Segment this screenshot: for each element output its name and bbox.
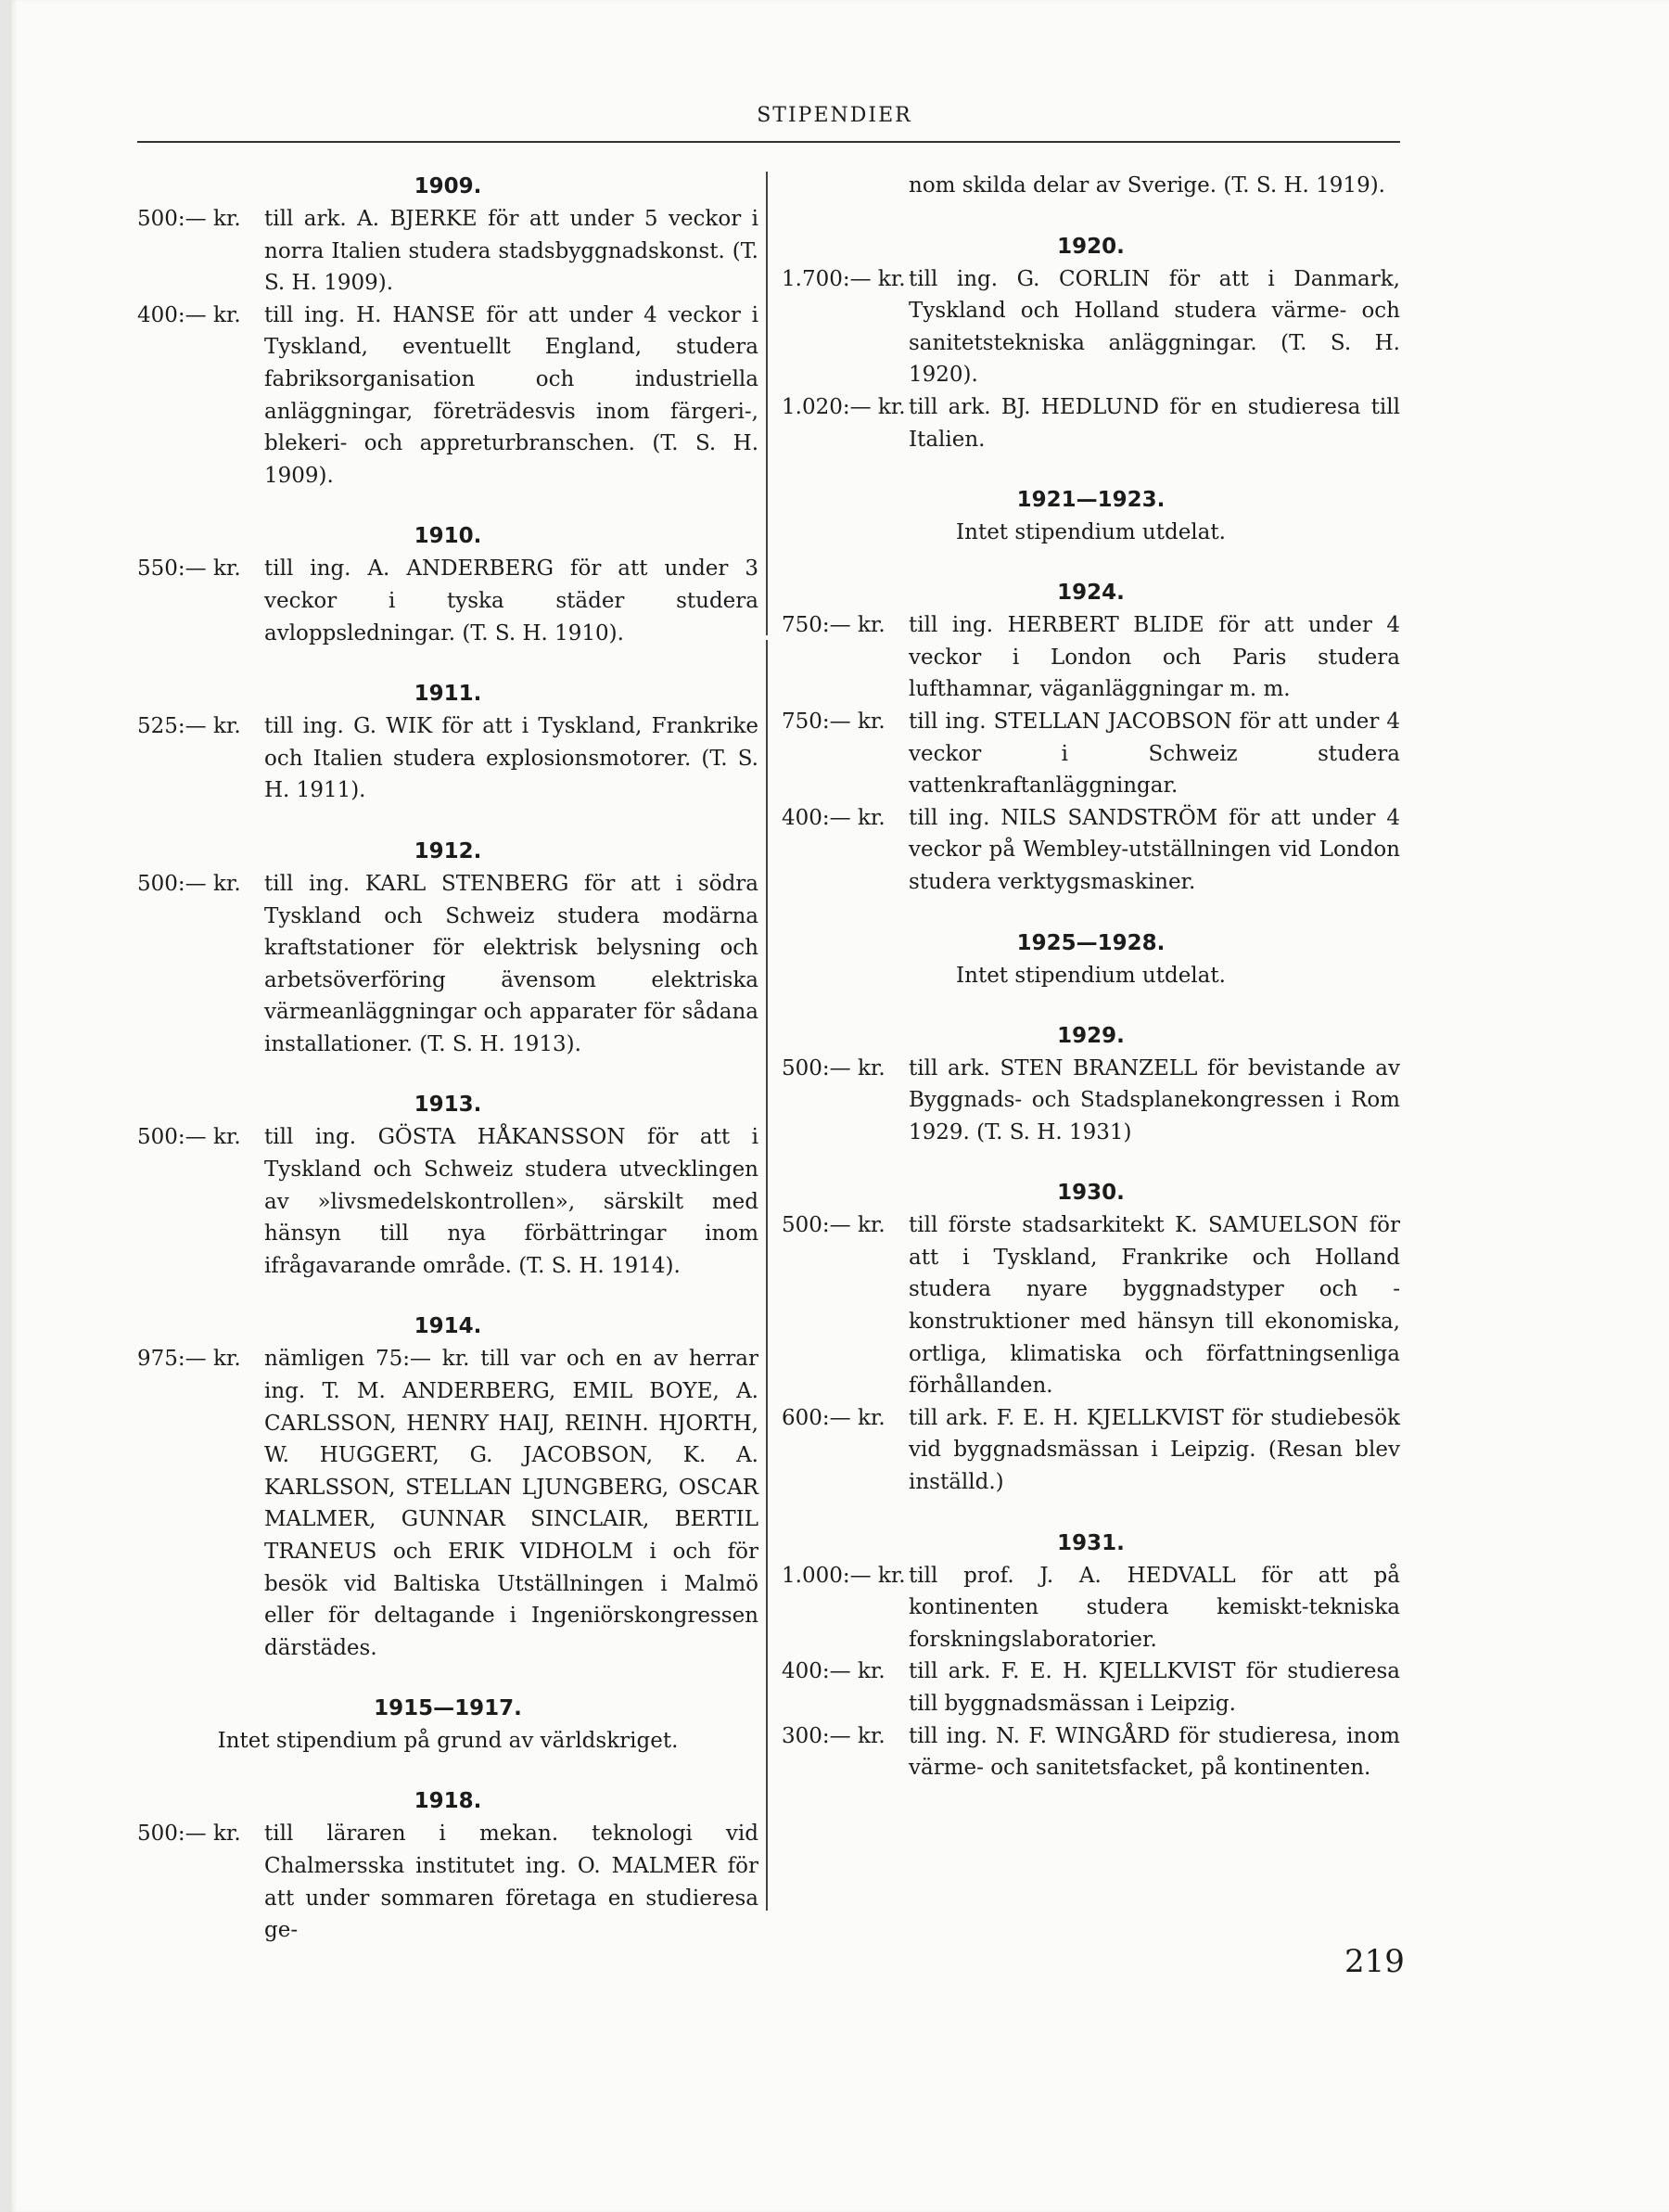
stipend-entry [782, 391, 1400, 455]
stipend-text: till ark. F. E. H. KJELLKVIST för studiebesök vid byggnadsmässan i Leipzig. (Resan blev inställd.) [909, 1405, 1400, 1495]
running-title: STIPENDIER [757, 104, 912, 127]
stipend-amount: 500:— kr. [782, 1213, 885, 1238]
stipend-entry [782, 1209, 1400, 1402]
continuation-text-entry [782, 170, 1400, 202]
right-column [782, 170, 1400, 1784]
stipend-entry [782, 1720, 1400, 1784]
left-column [137, 170, 758, 1947]
stipend-amount: 500:— kr. [137, 871, 241, 896]
year-heading: 1912. [414, 838, 482, 863]
stipend-amount: 400:— kr. [782, 1659, 885, 1684]
year-heading: 1924. [1057, 581, 1125, 606]
year-heading: 1929. [1057, 1023, 1125, 1048]
stipend-amount: 1.700:— kr. [782, 266, 906, 291]
stipend-entry [137, 1343, 758, 1664]
year-heading: 1913. [414, 1093, 482, 1118]
year-heading: 1931. [1057, 1530, 1125, 1555]
year-heading: 1914. [414, 1314, 482, 1339]
stipend-amount: 1.020:— kr. [782, 394, 906, 419]
no-stipend-note: Intet stipendium på grund av världskriget. [217, 1729, 679, 1754]
stipend-entry [137, 1121, 758, 1282]
stipend-text: till läraren i mekan. teknologi vid Chalmersska institutet ing. O. MALMER för att under sommaren företaga en studieresa ge- [264, 1822, 758, 1943]
year-heading: 1909. [414, 174, 482, 198]
continuation-text: nom skilda delar av Sverige. (T. S. H. 1919). [909, 173, 1385, 198]
stipend-text: till ing. GÖSTA HÅKANSSON för att i Tyskland och Schweiz studera utvecklingen av »livsmedelskontrollen», särskilt med hänsyn till nya förbättringar inom ifrågavarande område. (T. S. H. 1914). [264, 1125, 758, 1278]
stipend-text: till ing. G. WIK för att i Tyskland, Frankrike och Italien studera explosionsmotorer. (T. S. H. 1911). [264, 714, 758, 803]
stipend-entry [782, 1656, 1400, 1720]
stipend-text: till förste stadsarkitekt K. SAMUELSON för att i Tyskland, Frankrike och Holland studera nyare byggnadstyper och -konstruktioner med hänsyn till ekonomiska, ortliga, klimatiska och författningsenliga förhållanden. [909, 1213, 1400, 1399]
stipend-text: till ing. STELLAN JACOBSON för att under 4 veckor i Schweiz studera vattenkraftanläggningar. [909, 709, 1400, 799]
stipend-entry [137, 553, 758, 649]
stipend-text: till ing. KARL STENBERG för att i södra Tyskland och Schweiz studera modärna kraftstationer för elektrisk belysning och arbetsöverföring ävensom elektriska värmeanläggningar och apparater för sådana installationer. (T. S. H. 1913). [264, 871, 758, 1056]
year-heading: 1920. [1057, 234, 1125, 259]
stipend-entry [782, 1402, 1400, 1499]
stipend-text: nämligen 75:— kr. till var och en av herrar ing. T. M. ANDERBERG, EMIL BOYE, A. CARLSSON, HENRY HAIJ, REINH. HJORTH, W. HUGGERT, G. JACOBSON, K. A. KARLSSON, STELLAN LJUNGBERG, OSCAR MALMER, GUNNAR SINCLAIR, BERTIL TRANEUS och ERIK VIDHOLM i och för besök vid Baltiska Utställningen i Malmö eller för deltagande i Ingeniörskongressen därstädes. [264, 1347, 758, 1660]
page-number: 219 [1344, 1943, 1405, 1980]
year-heading: 1925—1928. [1016, 930, 1166, 955]
year-heading: 1910. [414, 524, 482, 549]
stipend-amount: 500:— kr. [137, 207, 241, 231]
stipend-amount: 550:— kr. [137, 556, 241, 582]
stipend-text: till ark. STEN BRANZELL för bevistande av Byggnads- och Stadsplanekongressen i Rom 1929. (T. S. H. 1931) [909, 1055, 1400, 1144]
stipend-text: till ark. BJ. HEDLUND för en studieresa till Italien. [909, 394, 1400, 452]
stipend-amount: 1.000:— kr. [782, 1563, 906, 1588]
year-heading: 1915—1917. [374, 1696, 522, 1721]
stipend-text: till ing. HERBERT BLIDE för att under 4 veckor i London och Paris studera lufthamnar, väganläggningar m. m. [909, 613, 1400, 702]
stipend-text: till ark. F. E. H. KJELLKVIST för studieresa till byggnadsmässan i Leipzig. [909, 1659, 1400, 1716]
header-rule [137, 141, 1400, 143]
year-heading: 1918. [414, 1789, 482, 1814]
stipend-entry [782, 609, 1400, 706]
year-heading: 1930. [1057, 1181, 1125, 1206]
column-rule-upper [766, 172, 768, 635]
year-heading: 1921—1923. [1016, 488, 1166, 513]
stipend-amount: 300:— kr. [782, 1723, 885, 1748]
stipend-entry [137, 1818, 758, 1946]
stipend-text: till ing. H. HANSE för att under 4 veckor i Tyskland, eventuellt England, studera fabriksorganisation och industriella anläggningar, företrädesvis inom färgeri-, blekeri- och appreturbranschen. (T. S. H. 1909). [264, 302, 758, 488]
stipend-entry [137, 868, 758, 1061]
stipend-entry [782, 1560, 1400, 1656]
stipend-amount: 600:— kr. [782, 1405, 885, 1430]
stipend-amount: 500:— kr. [782, 1055, 885, 1080]
no-stipend-note: Intet stipendium utdelat. [956, 963, 1226, 988]
stipend-entry [137, 203, 758, 300]
stipend-entry [782, 263, 1400, 391]
stipend-amount: 750:— kr. [782, 613, 885, 638]
stipend-text: till ing. N. F. WINGÅRD för studieresa, inom värme- och sanitetsfacket, på kontinenten. [909, 1723, 1400, 1781]
stipend-entry [137, 710, 758, 807]
stipend-entry [782, 802, 1400, 899]
no-stipend-note: Intet stipendium utdelat. [956, 520, 1226, 545]
stipend-amount: 750:— kr. [782, 709, 885, 734]
stipend-entry [782, 706, 1400, 802]
stipend-text: till ing. G. CORLIN för att i Danmark, Tyskland och Holland studera värme- och sanitetstekniska anläggningar. (T. S. H. 1920). [909, 266, 1400, 388]
column-rule-lower [766, 640, 768, 1911]
stipend-text: till ark. A. BJERKE för att under 5 veckor i norra Italien studera stadsbyggnadskonst. (T. S. H. 1909). [264, 207, 758, 296]
stipend-amount: 400:— kr. [137, 302, 241, 327]
stipend-text: till ing. NILS SANDSTRÖM för att under 4 veckor på Wembley-utställningen vid London studera verktygsmaskiner. [909, 805, 1400, 894]
stipend-amount: 400:— kr. [782, 805, 885, 830]
stipend-entry [782, 1053, 1400, 1149]
stipend-amount: 525:— kr. [137, 714, 241, 739]
stipend-amount: 500:— kr. [137, 1125, 241, 1150]
stipend-entry [137, 300, 758, 492]
stipend-text: till prof. J. A. HEDVALL för att på kontinenten studera kemiskt-tekniska forskningslaboratorier. [909, 1563, 1400, 1652]
year-heading: 1911. [414, 682, 482, 707]
stipend-text: till ing. A. ANDERBERG för att under 3 veckor i tyska städer studera avloppsledningar. (T. S. H. 1910). [264, 556, 758, 646]
stipend-amount: 500:— kr. [137, 1822, 241, 1847]
stipend-amount: 975:— kr. [137, 1347, 241, 1372]
